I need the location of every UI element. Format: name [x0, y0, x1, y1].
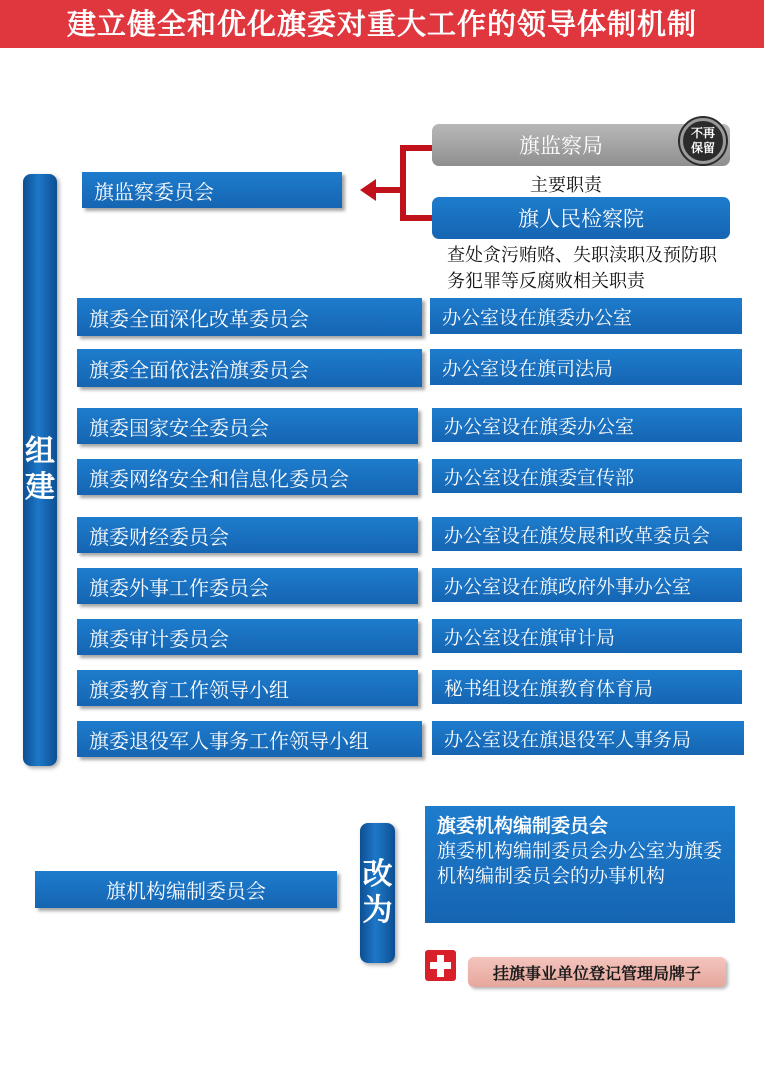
old-committee-box: 旗机构编制委员会: [35, 871, 337, 908]
connector-line: [376, 187, 402, 193]
new-committee-box: [425, 806, 735, 923]
committee-name: 旗委国家安全委员会: [77, 408, 418, 444]
gaiwei-bar: [360, 823, 395, 963]
committee-name: 旗委外事工作委员会: [77, 568, 418, 604]
supervision-committee-box: 旗监察委员会: [82, 172, 342, 208]
committee-office: 办公室设在旗司法局: [430, 349, 742, 385]
committee-name: 旗委全面深化改革委员会: [77, 298, 422, 336]
bracket-connector: [400, 145, 432, 221]
bureau-label: 旗监察局: [519, 134, 603, 158]
procuratorate-duty-text: 查处贪污贿赂、失职渎职及预防职务犯罪等反腐败相关职责: [447, 245, 717, 292]
committee-office: 办公室设在旗政府外事办公室: [432, 568, 742, 602]
committee-office: 秘书组设在旗教育体育局: [432, 670, 742, 704]
new-committee-desc: 旗委机构编制委员会办公室为旗委机构编制委员会的办事机构: [437, 840, 723, 887]
committee-name: 旗委财经委员会: [77, 517, 418, 553]
zujian-bar: [23, 174, 57, 766]
committee-name: 旗委审计委员会: [77, 619, 418, 655]
committee-office: 办公室设在旗委办公室: [432, 408, 742, 442]
committee-name: 旗委全面依法治旗委员会: [77, 349, 422, 387]
committee-office: 办公室设在旗退役军人事务局: [432, 721, 744, 755]
zujian-label: 组建: [25, 434, 55, 505]
committee-office: 办公室设在旗委办公室: [430, 298, 742, 334]
committee-office: 办公室设在旗审计局: [432, 619, 742, 653]
committee-office: 办公室设在旗委宣传部: [432, 459, 742, 493]
committee-office: 办公室设在旗发展和改革委员会: [432, 517, 742, 551]
plus-icon: [425, 950, 456, 981]
registration-bureau-plate: 挂旗事业单位登记管理局牌子: [468, 957, 726, 987]
gaiwei-label: 改为: [362, 857, 393, 928]
committee-name: 旗委退役军人事务工作领导小组: [77, 721, 422, 757]
page-title: 建立健全和优化旗委对重大工作的领导体制机制: [0, 0, 764, 48]
main-duty-label: 主要职责: [530, 175, 602, 196]
committee-name: 旗委教育工作领导小组: [77, 670, 418, 706]
committee-name: 旗委网络安全和信息化委员会: [77, 459, 418, 495]
new-committee-title: 旗委机构编制委员会: [437, 815, 609, 837]
arrow-left-icon: [360, 179, 376, 201]
stamp-text: 不再保留: [690, 126, 715, 155]
procuratorate-box: 旗人民检察院: [432, 197, 730, 239]
not-retained-stamp: [680, 118, 726, 164]
